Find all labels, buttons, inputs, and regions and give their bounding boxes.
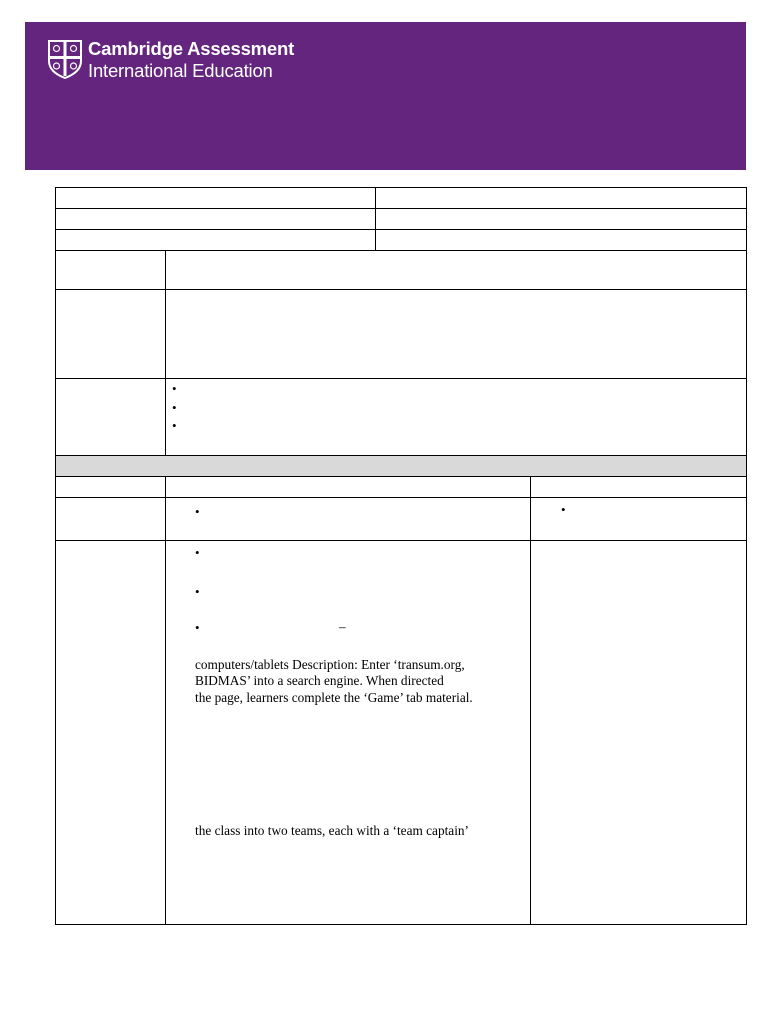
activity-text-line: the page, learners complete the ‘Game’ tab material. (195, 690, 473, 705)
header-banner (25, 22, 746, 170)
list-bullet: • (561, 502, 566, 517)
table-rule (55, 289, 747, 290)
table-column-rule (375, 187, 376, 250)
list-bullet: • (195, 545, 200, 560)
table-rule (55, 378, 747, 379)
activity-text-line: BIDMAS’ into a search engine. When directed (195, 673, 444, 688)
table-border-right (746, 187, 747, 925)
university-crest-icon (47, 39, 83, 79)
section-header-row (56, 456, 746, 476)
table-column-rule (530, 476, 531, 925)
list-bullet: • (195, 584, 200, 599)
organization-name (88, 38, 294, 82)
table-rule (55, 229, 747, 230)
activity-text-line: the class into two teams, each with a ‘team captain’ (195, 823, 469, 838)
list-bullet: • (172, 381, 177, 396)
table-rule (55, 455, 747, 456)
table-border-top (55, 187, 747, 188)
org-name-line1: Cambridge Assessment (88, 38, 295, 59)
list-bullet: • (195, 504, 200, 519)
list-bullet: • (172, 400, 177, 415)
table-rule (55, 250, 747, 251)
table-rule (55, 497, 747, 498)
list-bullet: • (172, 418, 177, 433)
table-border-bottom (55, 924, 747, 925)
table-rule (55, 540, 747, 541)
table-column-rule (165, 250, 166, 456)
activity-text-line: computers/tablets Description: Enter ‘transum.org, (195, 657, 465, 672)
table-border-left (55, 187, 56, 925)
list-bullet: • (195, 620, 200, 635)
table-rule (55, 208, 747, 209)
table-rule (55, 476, 747, 477)
dash-mark: – (339, 619, 346, 634)
table-column-rule (165, 476, 166, 925)
org-name-line2: International Education (88, 60, 273, 81)
